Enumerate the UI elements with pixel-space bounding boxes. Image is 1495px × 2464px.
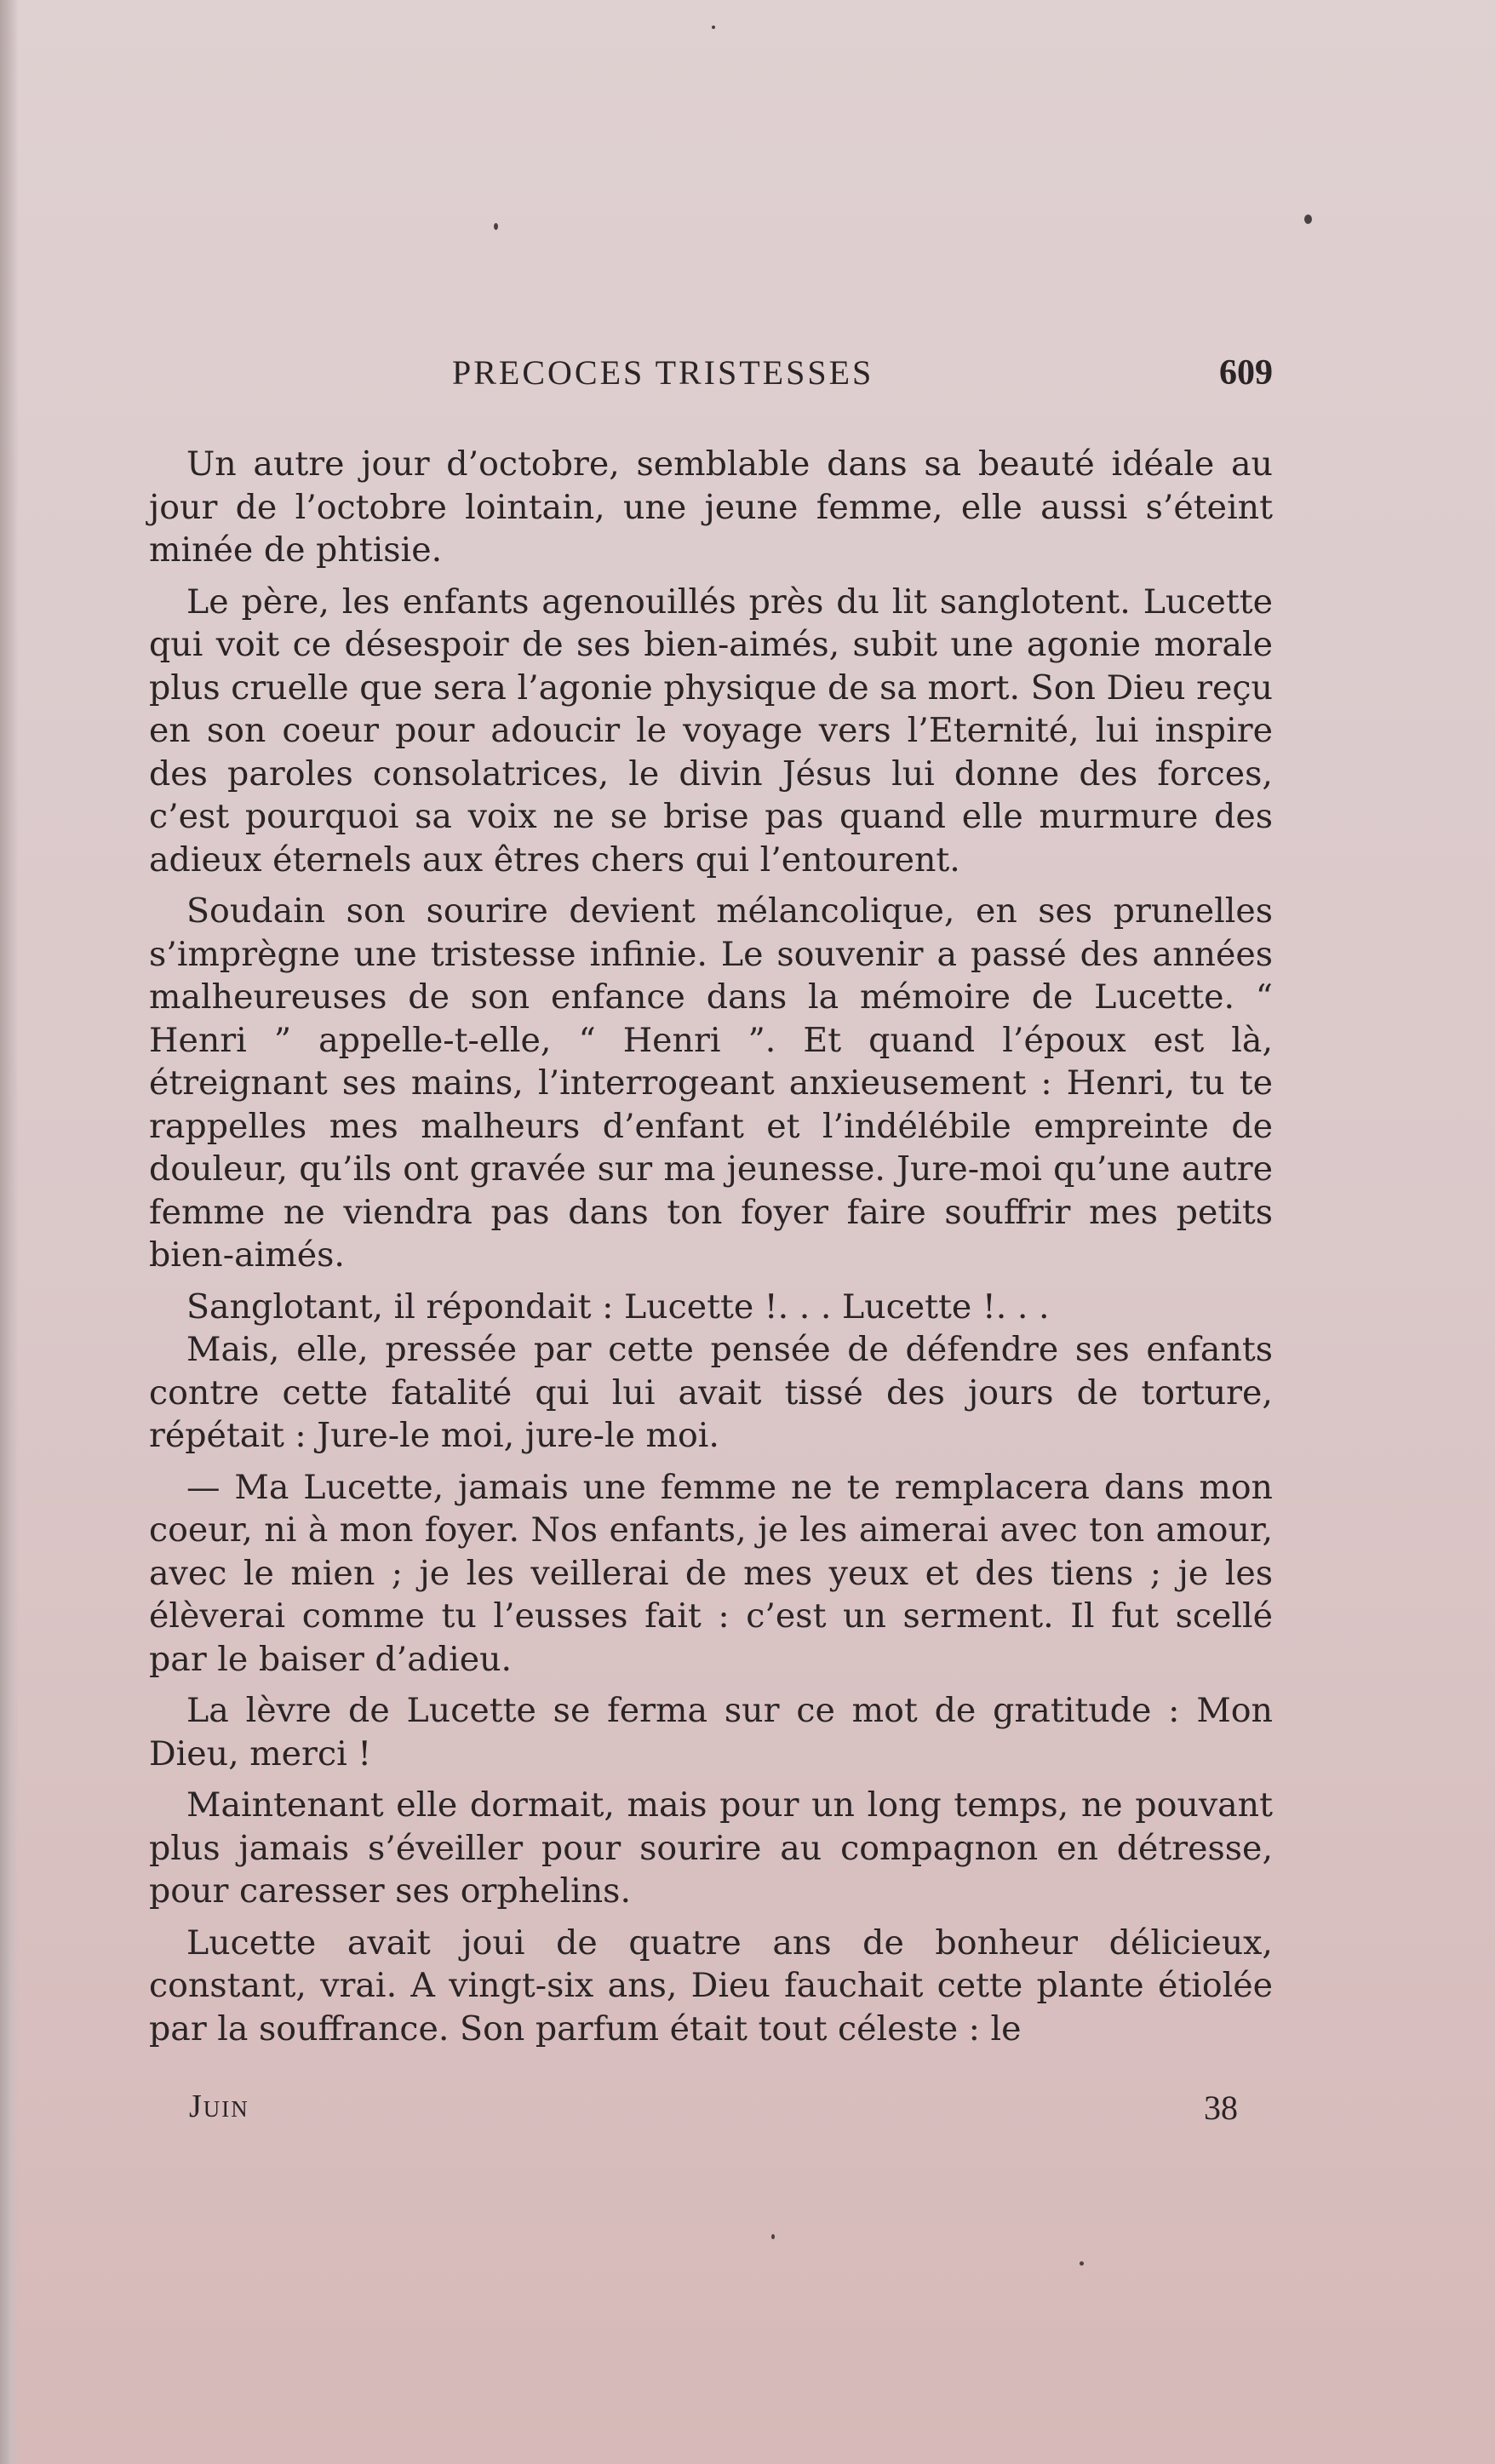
paragraph: Mais, elle, pressée par cette pensée de défendre ses enfants contre cette fatalité qui lui avait tissé des jours de torture, répétait : Jure-le moi, jure-le moi. [149,1330,1273,1455]
page-footer [189,2088,1238,2139]
signature-mark: Juin [189,2089,249,2124]
ink-speck [1080,2261,1084,2266]
paragraph: Lucette avait joui de quatre ans de bonheur délicieux, constant, vrai. A vingt-six ans, Dieu fauchait cette plante étiolée par la souffrance. Son parfum était tout céleste : le [149,1922,1273,2049]
running-header [149,347,1273,407]
paragraph: La lèvre de Lucette se ferma sur ce mot de gratitude : Mon Dieu, merci ! [149,1691,1273,1774]
paragraph: Un autre jour d’octobre, semblable dans sa beauté idéale au jour de l’octobre lointain, une jeune femme, elle aussi s’éteint minée de phtisie. [149,444,1273,570]
paragraph: Soudain son sourire devient mélancolique, en ses prunelles s’imprègne une tristesse infinie. Le souvenir a passé des années malheureuses de son enfance dans la mémoire de Lucette. “ Henri ” appelle-t-elle, “ Henri ”. Et quand l’époux est là, étreignant ses mains, l’interrogeant anxieusement : Henri, tu te rappelles mes malheurs d’enfant et l’indélébile empreinte de douleur, qu’ils ont gravée sur ma jeunesse. Jure-moi qu’une autre femme ne viendra pas dans ton foyer faire souffrir mes petits bien-aimés. [149,891,1273,1275]
page-binding-edge [0,0,19,2464]
paragraph: Le père, les enfants agenouillés près du lit sanglotent. Lucette qui voit ce désespoir de ses bien-aimés, subit une agonie morale plus cruelle que sera l’agonie physique de sa mort. Son Dieu reçu en son coeur pour adoucir le voyage vers l’Eternité, lui inspire des paroles consolatrices, le divin Jésus lui donne des forces, c’est pourquoi sa voix ne se brise pas quand elle murmure des adieux éternels aux êtres chers qui l’entourent. [149,582,1273,880]
running-title: PRECOCES TRISTESSES [452,353,874,392]
paragraph: — Ma Lucette, jamais une femme ne te remplacera dans mon coeur, ni à mon foyer. Nos enfants, je les aimerai avec ton amour, avec le mien ; je les veillerai de mes yeux et des tiens ; je les élèverai comme tu l’eusses fait : c’est un serment. Il fut scellé par le baiser d’adieu. [149,1467,1273,1679]
text-body [149,443,1273,2050]
ink-speck [712,26,715,29]
ink-speck [771,2234,775,2239]
signature-number: 38 [1204,2089,1238,2127]
ink-speck [1304,215,1312,224]
paragraph: Sanglotant, il répondait : Lucette !. . . Lucette !. . . [186,1286,1050,1327]
ink-speck [494,223,498,230]
paragraph: Maintenant elle dormait, mais pour un long temps, ne pouvant plus jamais s’éveiller pour sourire au compagnon en détresse, pour caresser ses orphelins. [149,1785,1273,1911]
page-number: 609 [1219,353,1273,393]
